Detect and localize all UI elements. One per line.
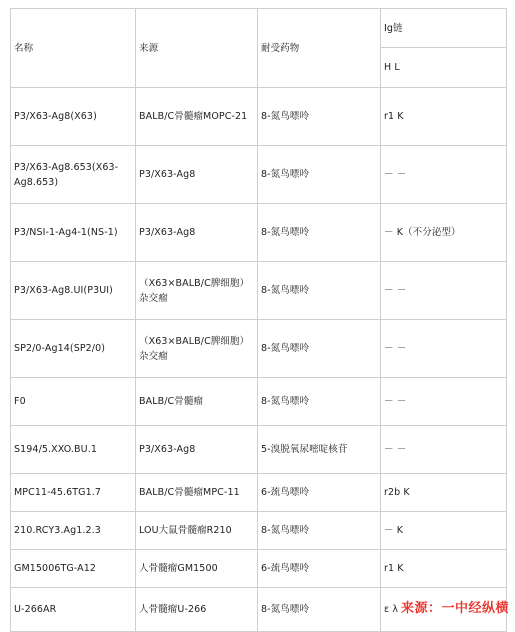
cell-name: U-266AR: [11, 588, 136, 632]
cell-ig: r2b K: [381, 474, 507, 512]
cell-drug: 8-氮鸟嘌呤: [258, 512, 381, 550]
myeloma-cell-lines-table: [10, 8, 507, 632]
cell-ig: － K（不分泌型）: [381, 204, 507, 262]
cell-drug: 6-巯鸟嘌呤: [258, 474, 381, 512]
cell-source: LOU大鼠骨髓瘤R210: [136, 512, 258, 550]
watermark: 来源：一中经纵横: [400, 601, 509, 616]
table-row: [11, 88, 507, 146]
cell-ig: ε λ: [381, 588, 507, 632]
cell-drug: 5-溴脱氧尿嘧啶核苷: [258, 426, 381, 474]
table-row: [11, 426, 507, 474]
cell-drug: 8-氮鸟嘌呤: [258, 88, 381, 146]
cell-source: 人骨髓瘤U-266: [136, 588, 258, 632]
cell-ig: r1 K: [381, 550, 507, 588]
cell-ig: － －: [381, 426, 507, 474]
cell-source: BALB/C骨髓瘤MPC-11: [136, 474, 258, 512]
cell-drug: 6-巯鸟嘌呤: [258, 550, 381, 588]
table-row: [11, 320, 507, 378]
table-row: [11, 512, 507, 550]
cell-drug: 8-氮鸟嘌呤: [258, 262, 381, 320]
cropped-caption: [0, 0, 515, 6]
cell-drug: 8-氮鸟嘌呤: [258, 320, 381, 378]
table-row: [11, 146, 507, 204]
table-body: [11, 88, 507, 632]
cell-name: P3/X63-Ag8.UI(P3UI): [11, 262, 136, 320]
cell-source: P3/X63-Ag8: [136, 426, 258, 474]
cell-drug: 8-氮鸟嘌呤: [258, 588, 381, 632]
cell-source: BALB/C骨髓瘤: [136, 378, 258, 426]
table-row: [11, 378, 507, 426]
header-name: 名称: [11, 9, 136, 88]
cell-source: P3/X63-Ag8: [136, 146, 258, 204]
table-row: [11, 204, 507, 262]
cell-ig: － －: [381, 378, 507, 426]
cell-ig: r1 K: [381, 88, 507, 146]
cell-ig: － K: [381, 512, 507, 550]
cell-name: SP2/0-Ag14(SP2/0): [11, 320, 136, 378]
table-row: [11, 550, 507, 588]
cell-ig: － －: [381, 262, 507, 320]
cell-source: P3/X63-Ag8: [136, 204, 258, 262]
header-hl: H L: [381, 48, 507, 88]
cell-name: P3/X63-Ag8.653(X63-Ag8.653): [11, 146, 136, 204]
cell-ig: － －: [381, 320, 507, 378]
header-ig-chain: Ig链: [381, 9, 507, 48]
cell-drug: 8-氮鸟嘌呤: [258, 204, 381, 262]
cell-name: S194/5.XXO.BU.1: [11, 426, 136, 474]
cell-source: 人骨髓瘤GM1500: [136, 550, 258, 588]
cell-source: BALB/C骨髓瘤MOPC-21: [136, 88, 258, 146]
cell-source: （X63×BALB/C脾细胞）杂交瘤: [136, 262, 258, 320]
header-row: [11, 9, 507, 48]
cell-ig: － －: [381, 146, 507, 204]
cell-source: （X63×BALB/C脾细胞）杂交瘤: [136, 320, 258, 378]
header-source: 来源: [136, 9, 258, 88]
cell-name: MPC11-45.6TG1.7: [11, 474, 136, 512]
header-drug: 耐受药物: [258, 9, 381, 88]
cell-name: P3/NSI-1-Ag4-1(NS-1): [11, 204, 136, 262]
cell-drug: 8-氮鸟嘌呤: [258, 146, 381, 204]
cell-name: GM15006TG-A12: [11, 550, 136, 588]
cell-name: 210.RCY3.Ag1.2.3: [11, 512, 136, 550]
table-row: [11, 262, 507, 320]
table-row: [11, 474, 507, 512]
cell-name: P3/X63-Ag8(X63): [11, 88, 136, 146]
cell-drug: 8-氮鸟嘌呤: [258, 378, 381, 426]
cell-name: F0: [11, 378, 136, 426]
